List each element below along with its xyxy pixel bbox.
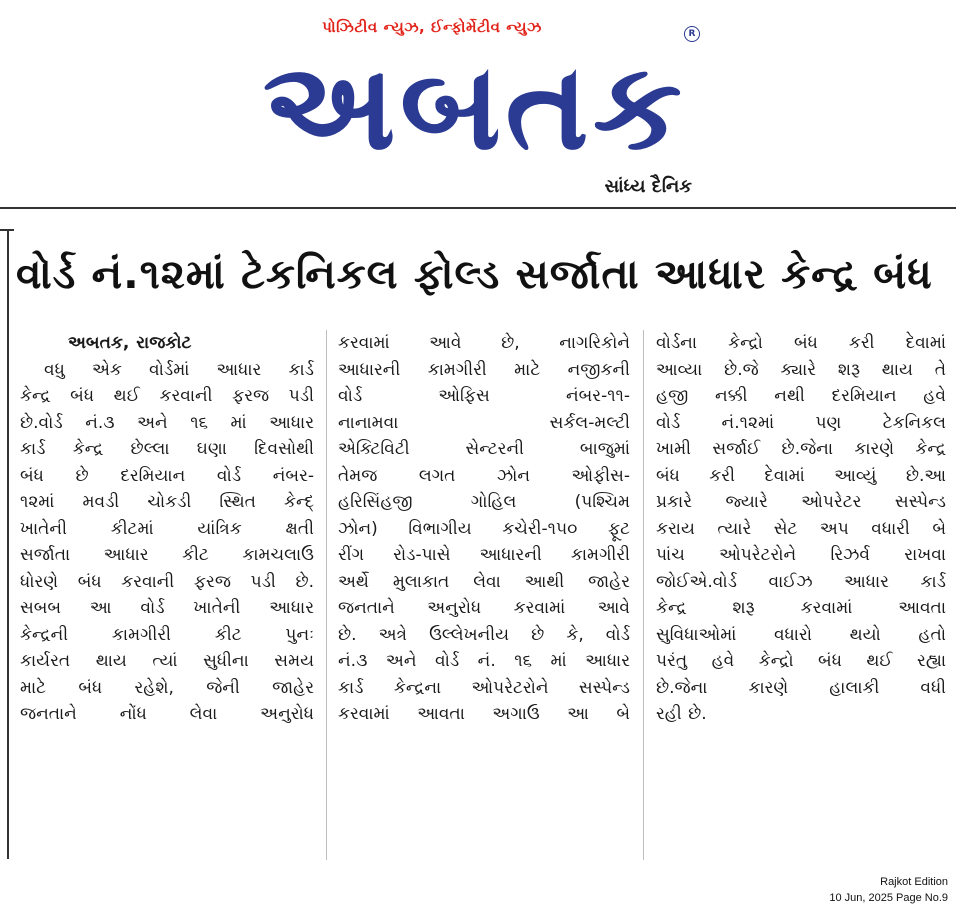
article-byline: અબતક, રાજકોટ: [68, 333, 192, 353]
article-line: રીંગ રોડ-પાસે આધારની કામગીરી: [338, 545, 630, 565]
article-line: નાનામવા સર્કલ-મલ્ટી: [338, 412, 630, 433]
article-line: તેમજ લગત ઝોન ઓફીસ-: [338, 465, 630, 486]
article-column-2: [338, 330, 630, 860]
article-line: વોર્ડ નં.૧૨માં પણ ટેકનિકલ: [656, 412, 946, 433]
article-line: જોઈએ.વોર્ડ વાઈઝ આધાર કાર્ડ: [656, 571, 946, 592]
article-line: પરંતુ હવે કેન્દ્રો બંધ થઈ રહ્યા: [656, 651, 946, 671]
article-line: હરિસિંહજી ગોહિલ (પશ્ચિમ: [338, 492, 630, 512]
article-line: સર્જાતા આધાર કીટ કામચલાઉ: [20, 545, 314, 565]
article-line: ખાતેની કીટમાં યાંત્રિક ક્ષતી: [20, 518, 314, 539]
article-line: ઝોન) વિભાગીય કચેરી-૧૫૦ ફૂટ: [338, 518, 630, 539]
article-line: આધારની કામગીરી માટે નજીકની: [338, 359, 630, 380]
article-line: વધુ એક વોર્ડમાં આધાર કાર્ડ: [44, 359, 314, 380]
article-line: કાર્ડ કેન્દ્ર છેલ્લા ઘણા દિવસોથી: [20, 439, 314, 459]
article-headline: વોર્ડ નં.૧૨માં ટેકનિકલ ફોલ્ડ સર્જાતા આધાર કેન્દ્ર બંધ: [16, 250, 933, 298]
article-line: કરવામાં આવતા અગાઉ આ બે: [338, 704, 630, 724]
article-line: માટે બંધ રહેશે, જેની જાહેર: [20, 677, 314, 698]
article-line: જનતાને નોંધ લેવા અનુરોધ: [20, 704, 314, 724]
article-line: કરાય ત્યારે સેટ અપ વધારી બે: [656, 518, 946, 539]
article-line: છે.જેના કારણે હાલાકી વધી: [656, 677, 946, 698]
article-column-1: [20, 330, 314, 860]
article-line: વોર્ડ ઓફિસ નંબર-૧૧-: [338, 386, 630, 406]
article-line: બંધ છે દરમિયાન વોર્ડ નંબર-: [20, 465, 314, 486]
article-line: વોર્ડના કેન્દ્રો બંધ કરી દેવામાં: [656, 333, 946, 353]
article-line: આવ્યા છે.જે ક્યારે શરૂ થાય તે: [656, 359, 946, 380]
masthead-tagline: પોઝિટીવ ન્યુઝ, ઈન્ફોર્મેટીવ ન્યુઝ: [322, 18, 542, 36]
article-line: ૧૨માં મવડી ચોકડી સ્થિત કેન્દ્: [20, 492, 314, 512]
masthead-divider: [0, 207, 956, 209]
article-line: હજી નક્કી નથી દરમિયાન હવે: [656, 386, 946, 406]
article-line: એક્ટિવિટી સેન્ટરની બાજુમાં: [338, 439, 630, 459]
article-line: અર્થે મુલાકાત લેવા આથી જાહેર: [338, 571, 630, 592]
masthead: [0, 0, 956, 212]
article-line: કાર્યરત થાય ત્યાં સુધીના સમય: [20, 651, 314, 671]
column-divider: [326, 330, 327, 860]
article-line: કાર્ડ કેન્દ્રના ઓપરેટરોને સસ્પેન્ડ: [338, 677, 630, 698]
masthead-subtitle: સાંધ્ય દૈનિક: [604, 176, 692, 197]
article-line: ખામી સર્જાઈ છે.જેના કારણે કેન્દ્ર: [656, 439, 946, 459]
article-line: પાંચ ઓપરેટરોને રિઝર્વ રાખવા: [656, 545, 946, 565]
article-left-rule: [7, 229, 9, 859]
column-divider: [643, 330, 644, 860]
article-line: કેન્દ્ર શરૂ કરવામાં આવતા: [656, 598, 946, 618]
article-line: છે.વોર્ડ નં.૩ અને ૧૬ માં આધાર: [20, 412, 314, 433]
article-line: પ્રકારે જ્યારે ઓપરેટર સસ્પેન્ડ: [656, 492, 946, 512]
article-line: સુવિધાઓમાં વધારો થયો હતો: [656, 624, 946, 645]
edition-info: [829, 874, 948, 906]
article-line: સબબ આ વોર્ડ ખાતેની આધાર: [20, 598, 314, 618]
article-line: જનતાને અનુરોધ કરવામાં આવે: [338, 598, 630, 618]
edition-date-page: 10 Jun, 2025 Page No.9: [829, 892, 948, 904]
article-line: નં.૩ અને વોર્ડ નં. ૧૬ માં આધાર: [338, 651, 630, 671]
article-line: બંધ કરી દેવામાં આવ્યું છે.આ: [656, 465, 946, 486]
article-line: કેન્દ્ર બંધ થઈ કરવાની ફરજ પડી: [20, 386, 314, 406]
registered-trademark-icon: R: [684, 26, 700, 42]
article-line: ધોરણે બંધ કરવાની ફરજ પડી છે.: [20, 571, 314, 592]
edition-name: Rajkot Edition: [880, 876, 948, 888]
article-line: કરવામાં આવે છે, નાગરિકોને: [338, 333, 630, 353]
article-line: છે. અત્રે ઉલ્લેખનીય છે કે, વોર્ડ: [338, 624, 630, 645]
newspaper-logo: અબતક: [262, 38, 687, 177]
article-line: રહી છે.: [656, 704, 707, 724]
article-line: કેન્દ્રની કામગીરી કીટ પુનઃ: [20, 624, 314, 645]
article-column-3: [656, 330, 946, 860]
